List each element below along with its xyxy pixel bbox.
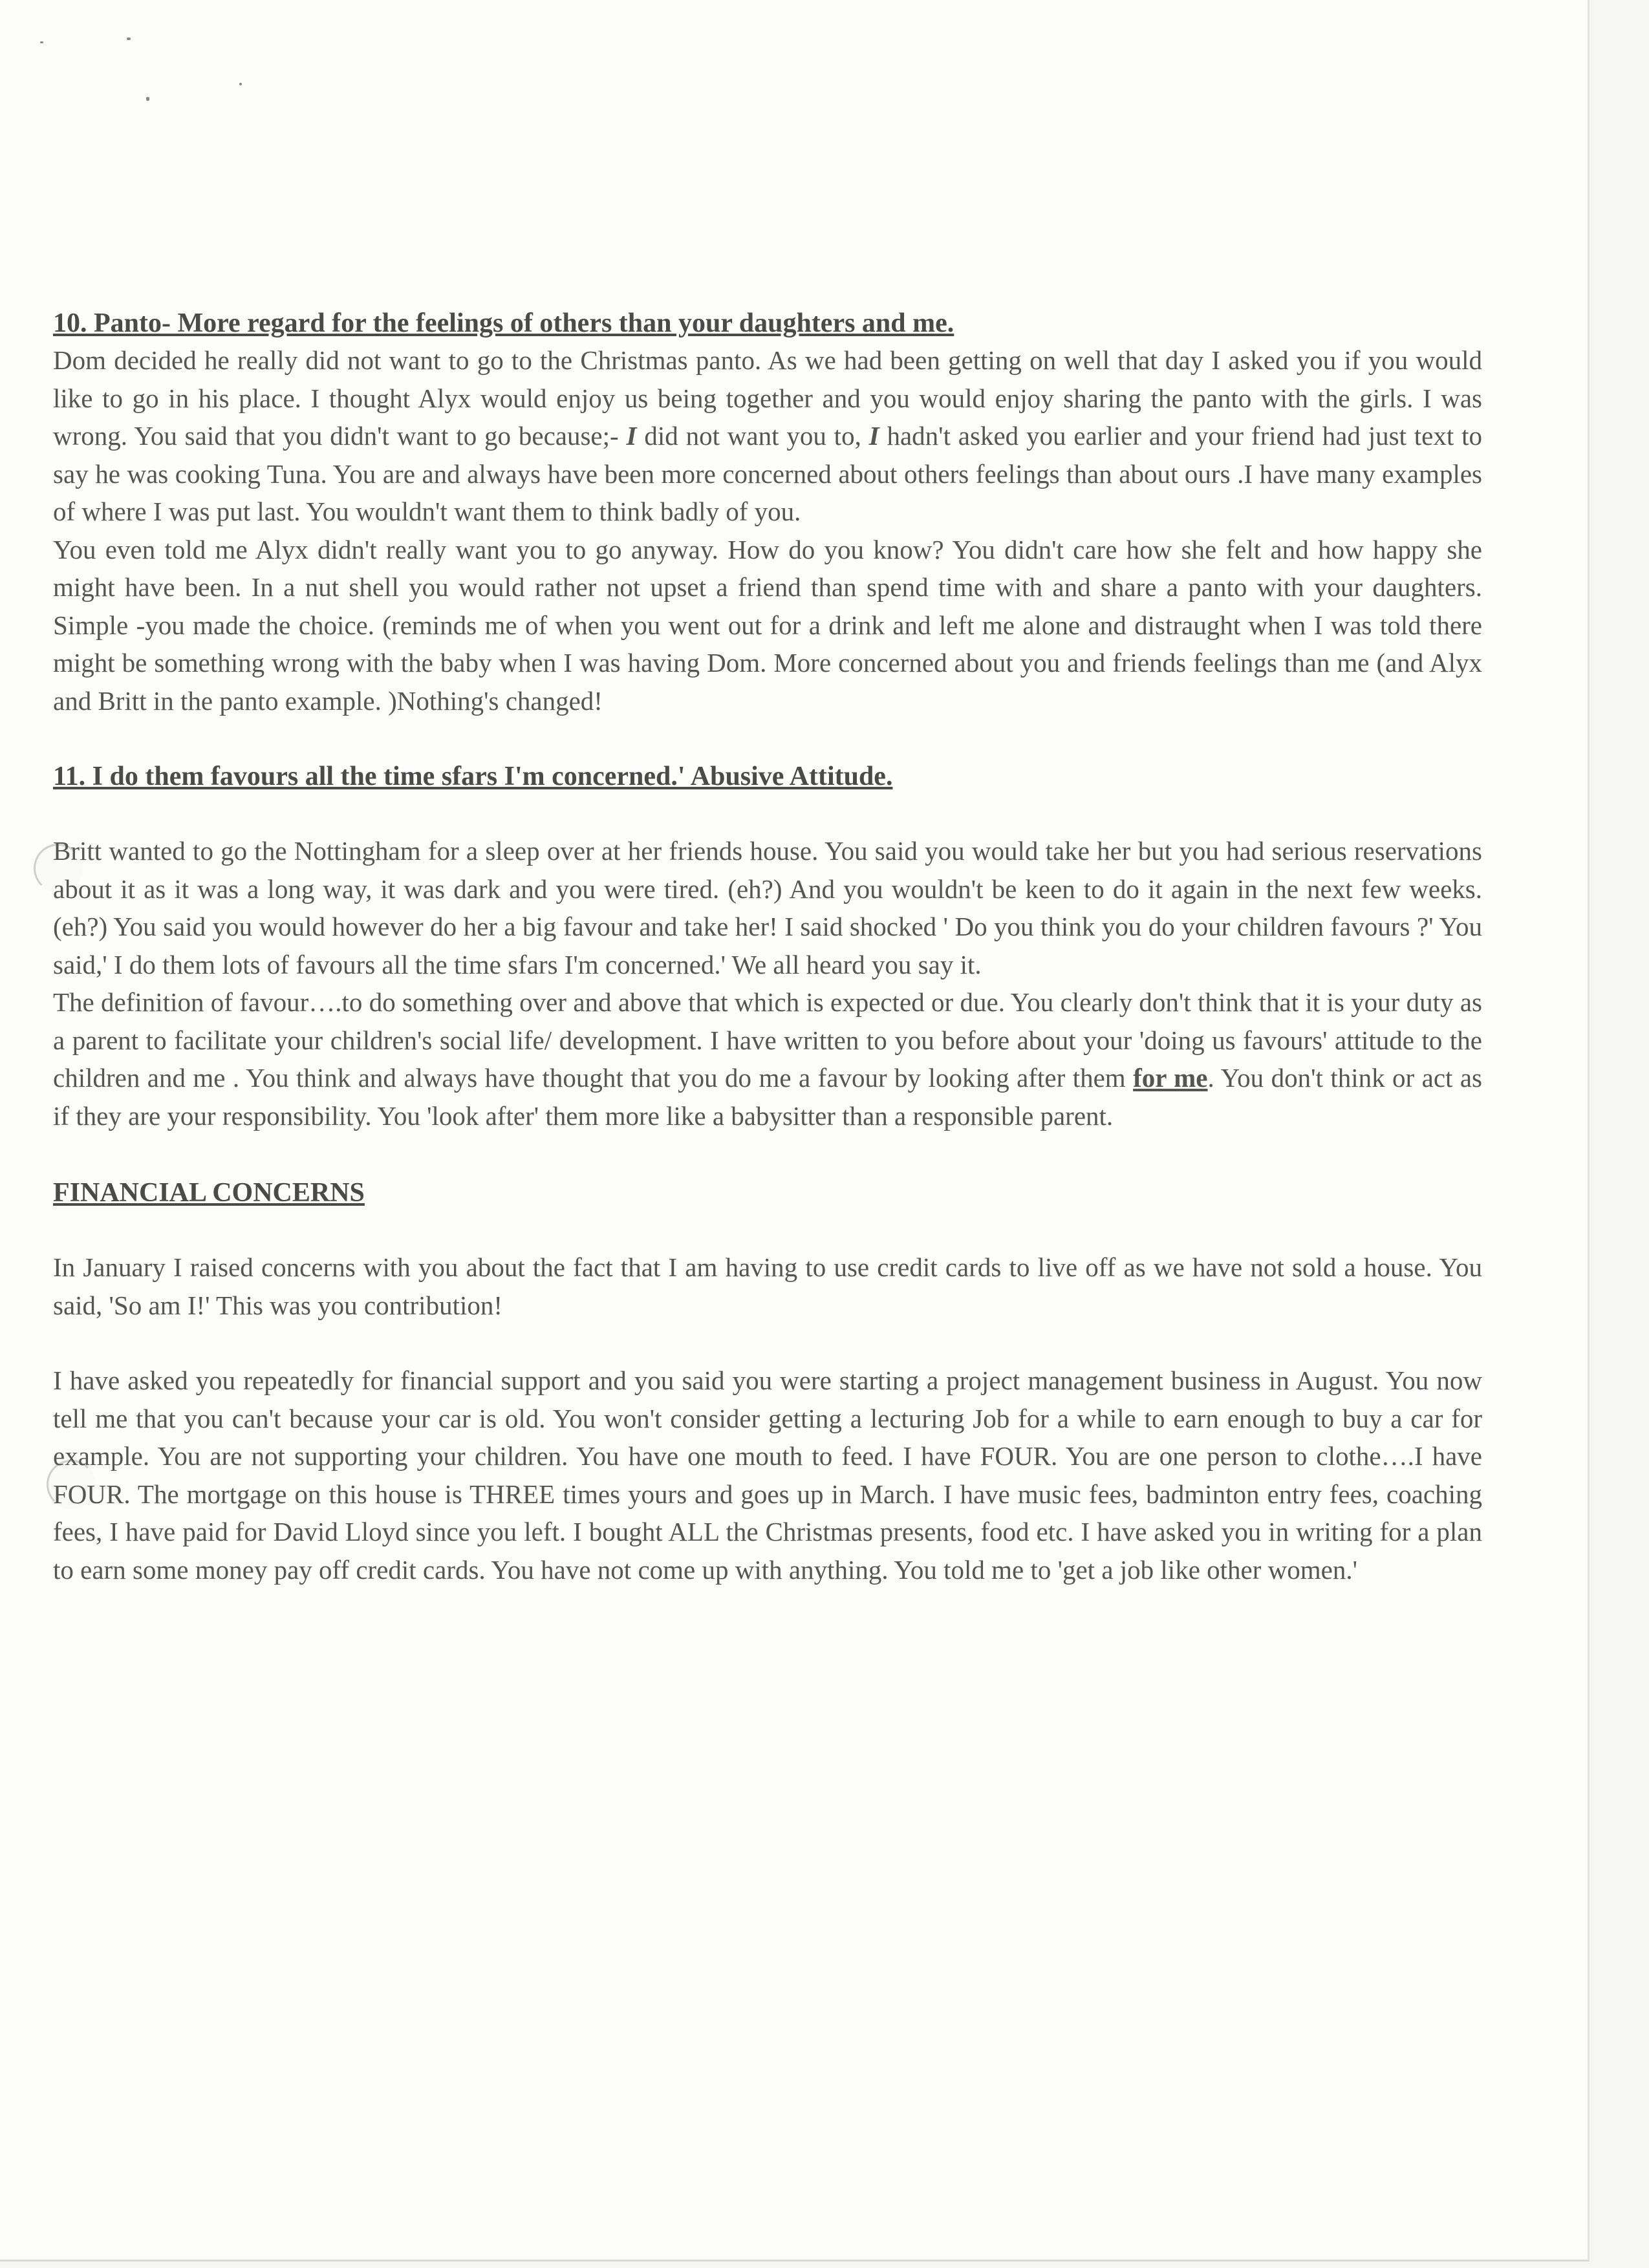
emphasis-text: I	[626, 421, 637, 451]
underlined-text: for me	[1133, 1063, 1208, 1093]
document-body	[53, 305, 1482, 1589]
scan-speck	[40, 41, 43, 43]
scan-speck	[239, 83, 242, 85]
paragraph: In January I raised concerns with you about the fact that I am having to use credit cards to live off as we have not sold a house. You said, 'So am I!' This was you contribution!	[53, 1252, 1482, 1320]
section-financial	[53, 1175, 1482, 1589]
paragraph-text: hadn't asked you earlier and your friend had just text to say he was cooking Tuna. You are and always have been more concerned about others feelings than about ours .I have many examples of where I was put last. You wouldn't want them to think badly of you.	[53, 421, 1482, 526]
paragraph: I have asked you repeatedly for financial support and you said you were starting a project management business in August. You now tell me that you can't because your car is old. You won't consider getting a lecturing Job for a while to earn enough to buy a car for example. You are not supporting your children. You have one mouth to feed. I have FOUR. You are one person to clothe….I have FOUR. The mortgage on this house is THREE times yours and goes up in March. I have music fees, badminton entry fees, coaching fees, I have paid for David Lloyd since you left. I bought ALL the Christmas presents, food etc. I have asked you in writing for a plan to earn some money pay off credit cards. You have not come up with anything. You told me to 'get a job like other women.'	[53, 1365, 1482, 1585]
scan-speck	[127, 37, 131, 40]
paragraph	[53, 341, 1482, 531]
scan-speck	[146, 97, 149, 101]
paragraph-text: Dom decided he really did not want to go to the Christmas panto. As we had been getting on well that day I asked you if you would like to go in his place. I thought Alyx would enjoy us being together and you would enjoy sharing the panto with the girls. I was wrong. You said that you didn't want to go because;-	[53, 345, 1482, 451]
section-heading-favours: 11. I do them favours all the time sfars I'm concerned.' Abusive Attitude.	[53, 762, 893, 791]
paragraph	[53, 983, 1482, 1135]
section-panto	[53, 305, 1482, 720]
paragraph: You even told me Alyx didn't really want you to go anyway. How do you know? You didn't care how she felt and how happy she might have been. In a nut shell you would rather not upset a friend than spend time with and share a panto with your daughters. Simple -you made the choice. (reminds me of when you went out for a drink and left me alone and distraught when I was told there might be something wrong with the baby when I was having Dom. More concerned about you and friends feelings than me (and Alyx and Britt in the panto example. )Nothing's changed!	[53, 534, 1482, 716]
section-heading-financial: FINANCIAL CONCERNS	[53, 1178, 365, 1208]
emphasis-text: I	[868, 421, 879, 451]
paragraph-text: The definition of favour….to do something over and above that which is expected or due. You clearly don't think that it is your duty as a parent to facilitate your children's social life/ development. I have written to you before about your 'doing us favours' attitude to the children and me . You think and always have thought that you do me a favour by looking after them	[53, 987, 1482, 1093]
section-favours	[53, 758, 1482, 1135]
paragraph-text: . You don't think or act as if they are your responsibility. You 'look after' them more like a babysitter than a responsible parent.	[53, 1063, 1482, 1131]
paragraph: Britt wanted to go the Nottingham for a sleep over at her friends house. You said you would take her but you had serious reservations about it as it was a long way, it was dark and you were tired. (eh?) And you wouldn't be keen to do it again in the next few weeks.(eh?) You said you would however do her a big favour and take her! I said shocked ' Do you think you do your children favours ?' You said,' I do them lots of favours all the time sfars I'm concerned.' We all heard you say it.	[53, 836, 1482, 979]
section-heading-panto: 10. Panto- More regard for the feelings of others than your daughters and me.	[53, 308, 954, 338]
paragraph-text: did not want you to,	[636, 421, 869, 451]
